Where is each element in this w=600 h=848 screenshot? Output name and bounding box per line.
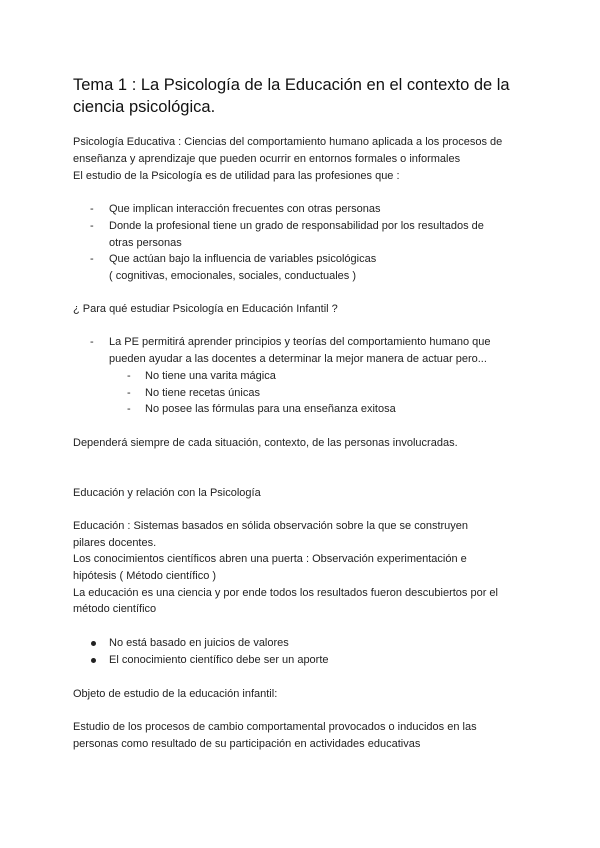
list-item-text: La PE permitirá aprender principios y teorías del comportamiento humano que [109,336,491,348]
bullet-item: El conocimiento científico debe ser un aporte [109,654,329,666]
paragraph-line: pilares docentes. [73,537,157,549]
paragraph-line: método científico [73,603,157,615]
paragraph-line: Educación : Sistemas basados en sólida observación sobre la que se construyen [73,520,469,532]
page-title: Tema 1 : La Psicología de la Educación en el contexto de la ciencia psicológica. [73,76,510,116]
dash-marker: - [127,403,131,415]
list-item-continuation: otras personas [109,237,182,249]
bullet-item: No está basado en juicios de valores [109,637,289,649]
list-item-text: Donde la profesional tiene un grado de responsabilidad por los resultados de [109,220,484,232]
intro-line-3: El estudio de la Psicología es de utilidad para las profesiones que : [73,170,400,182]
section-heading: Educación y relación con la Psicología [73,487,261,499]
paragraph-line: Los conocimientos científicos abren una puerta : Observación experimentación e [73,553,467,565]
paragraph-line: Estudio de los procesos de cambio comportamental provocados o inducidos en las [73,721,477,733]
paragraph-line: hipótesis ( Método científico ) [73,570,217,582]
bullet-dot-icon [91,658,96,663]
list-item-text: Que actúan bajo la influencia de variables psicológicas [109,253,377,265]
sub-list-item-text: No tiene una varita mágica [145,370,276,382]
list-item-continuation: pueden ayudar a las docentes a determinar la mejor manera de actuar pero... [109,353,487,365]
section-heading: Objeto de estudio de la educación infantil: [73,688,278,700]
bullet-dot-icon [91,641,96,646]
question-heading: ¿ Para qué estudiar Psicología en Educación Infantil ? [73,303,338,315]
list-item-continuation: ( cognitivas, emocionales, sociales, conductuales ) [109,270,357,282]
dash-marker: - [90,203,94,215]
list-item-text: Que implican interacción frecuentes con otras personas [109,203,381,215]
dash-marker: - [127,370,131,382]
dash-marker: - [127,387,131,399]
dash-marker: - [90,253,94,265]
depends-paragraph: Dependerá siempre de cada situación, contexto, de las personas involucradas. [73,437,458,449]
sub-list-item-text: No tiene recetas únicas [145,387,260,399]
dash-marker: - [90,220,94,232]
sub-list-item-text: No posee las fórmulas para una enseñanza exitosa [145,403,396,415]
dash-marker: - [90,336,94,348]
paragraph-line: personas como resultado de su participación en actividades educativas [73,738,421,750]
intro-line-1: Psicología Educativa : Ciencias del comportamiento humano aplicada a los procesos de [73,136,503,148]
intro-line-2: enseñanza y aprendizaje que pueden ocurrir en entornos formales o informales [73,153,461,165]
paragraph-line: La educación es una ciencia y por ende todos los resultados fueron descubiertos por el [73,587,498,599]
